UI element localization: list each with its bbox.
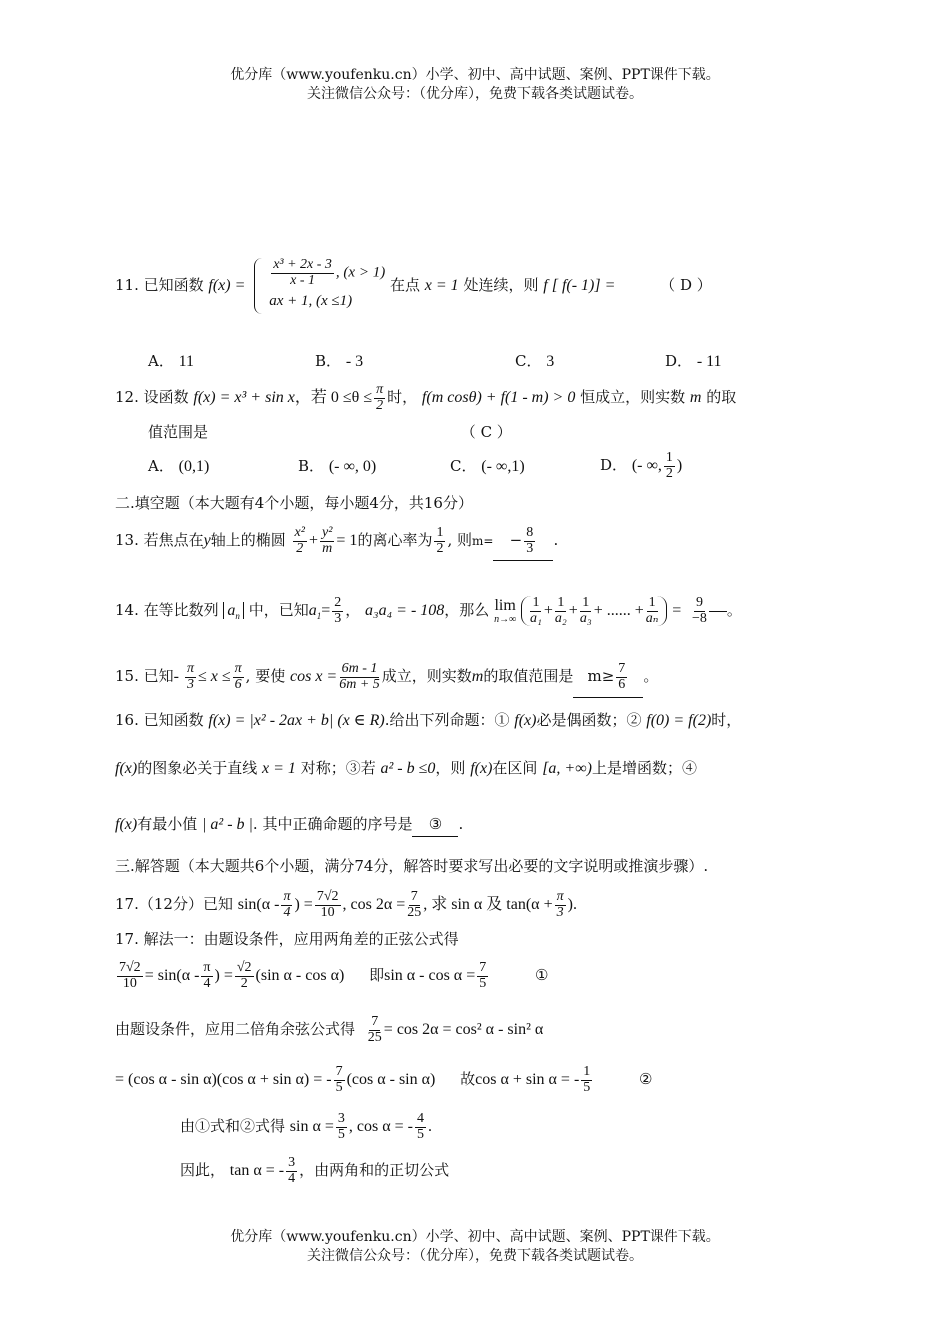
page-footer	[0, 1228, 950, 1266]
q11-piece1-condition: , (x > 1)	[335, 264, 386, 281]
q17-solution-title: 17. 解法一：由题设条件，应用两角差的正弦公式得	[115, 930, 459, 948]
question-15: 15. 已知- $\frac{\pi}{3}$ ≤ x ≤ $\frac{\pi}{6}$ , 要使 cos x = $\frac{6m - 1}{6m + 5}$ 成立，则实数m的取值范围是 m≥ $\frac{7}{6}$ 。	[115, 655, 890, 698]
q12-text2: 时，	[387, 388, 418, 406]
footer-line-1: 优分库（www.youfenku.cn）小学、初中、高中试题、案例、PPT课件下载。	[230, 1229, 720, 1245]
question-16-line2: f(x)的图象必关于直线 x = 1 对称；③若 a² - b ≤0，则 f(x)在区间 [a, +∞)上是增函数；④	[115, 759, 697, 777]
question-14: 14. 在等比数列 $a_n$ 中，已知$a_1=$ $\frac{2}{3}$ ， a₃a₄ = - 108，那么 lim n→∞ $\frac{1}{\text{a₁}}$ + $\frac{1}{\text{a₂}}$ + $\frac{1}{\text{a₃}}$ + ...... + $\frac{1}{\text{aₙ}}$ = $\frac{9}{-8}$ 。	[115, 594, 742, 626]
q14-series: $\frac{1}{\text{a₁}}$ + $\frac{1}{\text{a₂}}$ + $\frac{1}{\text{a₃}}$ + ...... + $\frac{1}{\text{aₙ}}$	[521, 596, 667, 626]
q12-line2-text: 值范围是	[148, 423, 209, 441]
header-line-1: 优分库（www.youfenku.cn）小学、初中、高中试题、案例、PPT课件下载。	[230, 67, 720, 83]
q12-answer: （ C ）	[460, 423, 512, 441]
q11-point: x = 1	[424, 277, 459, 295]
q11-text-mid: 在点	[389, 276, 420, 295]
q14-product: a₃a₄ = - 108	[365, 602, 445, 619]
q11-number: 11. 已知函数	[115, 276, 204, 295]
q12-number: 12. 设函数	[115, 388, 189, 406]
q12-text4: 的取	[706, 388, 737, 406]
question-17: 17.（12分）已知 sin(α - $\frac{\pi}{4}$ ) = $\frac{7√2}{10}$ , cos 2α = $\frac{7}{25}$ , 求 sin α 及 tan(α + $\frac{\pi}{3}$ ).	[115, 888, 577, 920]
section-3-title: 三.解答题（本大题共6个小题，满分74分，解答时要求写出必要的文字说明或推演步骤）.	[115, 857, 709, 875]
q11-piece1-denominator: x - 1	[290, 272, 315, 288]
q11-function: f(x) =	[208, 277, 246, 295]
q11-piece1-numerator: x³ + 2x - 3	[273, 257, 332, 272]
q12-option-d: D． (- ∞, $\frac{1}{2}$ )	[600, 449, 683, 481]
header-line-2: 关注微信公众号：（优分库），免费下载各类试题试卷。	[307, 86, 643, 102]
q17-step1: $\frac{7√2}{10}$ = sin(α - $\frac{\pi}{4}$ ) = $\frac{√2}{2}$ (sin α - cos α) 即sin α - cos α = $\frac{7}{5}$ ①	[119, 959, 549, 991]
q12-option-c: C． (- ∞,1)	[450, 457, 525, 475]
q12-option-a: A． (0,1)	[148, 457, 210, 475]
q12-variable-m: m	[689, 389, 702, 406]
q11-option-a: A． 11	[148, 352, 195, 370]
q17-step3: = (cos α - sin α)(cos α + sin α) = - $\frac{7}{5}$ (cos α - sin α) 故cos α + sin α = - $\frac{1}{5}$ ②	[115, 1063, 653, 1095]
page-header	[0, 66, 950, 104]
q11-answer: （ D ）	[660, 276, 712, 295]
q11-piece2: ax + 1, (x ≤1)	[269, 293, 353, 310]
question-11	[115, 258, 890, 314]
q11-piecewise	[254, 258, 385, 314]
q12-condition: ，若 0 ≤θ ≤	[294, 389, 373, 406]
q12-inequality: f(m cosθ) + f(1 - m) > 0	[421, 389, 576, 406]
question-12-line2	[148, 421, 890, 443]
q11-option-b: B． - 3	[315, 352, 364, 370]
q11-text2: 处连续，则	[463, 276, 539, 295]
q17-step4: 由①式和②式得 sin α = $\frac{3}{5}$ , cos α = - $\frac{4}{5}$ .	[180, 1110, 432, 1142]
q16-answer-blank: ③	[412, 812, 458, 837]
q13-answer-blank: − $\frac{8}{3}$	[493, 520, 553, 561]
q12-option-b: B． (- ∞, 0)	[298, 457, 377, 475]
q14-limit: lim n→∞	[494, 596, 517, 626]
question-13: 13. 若焦点在y轴上的椭圆 $\frac{\text{x²}}{2}$ + $\frac{\text{y²}}{m}$ = 1的离心率为 $\frac{1}{2}$ , 则m= − $\frac{8}{3}$ .	[115, 520, 890, 561]
q12-pi-numerator: π	[376, 381, 384, 397]
q14-answer: $\frac{9}{-8}$	[692, 594, 707, 626]
q12-pi-denominator: 2	[376, 397, 384, 413]
q14-a1: $a_1$	[308, 602, 322, 622]
question-12	[115, 382, 890, 413]
question-16-line3: f(x)有最小值 | a² - b |. 其中正确命题的序号是 ③ .	[115, 812, 890, 837]
section-2-title: 二.填空题（本大题有4个小题，每小题4分，共16分）	[115, 494, 473, 512]
question-16: 16. 已知函数 f(x) = |x² - 2ax + b| (x ∈ R).给出下列命题：① f(x)必是偶函数；② f(0) = f(2)时，	[115, 711, 742, 729]
q13-axis: y	[203, 532, 211, 549]
q12-function: f(x) = x³ + sin x	[193, 389, 295, 406]
q17-step2: 由题设条件，应用二倍角余弦公式得 $\frac{7}{25}$ = cos 2α = cos² α - sin² α	[115, 1013, 544, 1045]
q14-sequence: $a_n$	[223, 602, 244, 619]
q11-expression: f [ f(- 1)] =	[543, 277, 616, 295]
q17-step5: 因此， tan α = - $\frac{3}{4}$ ，由两角和的正切公式	[180, 1154, 450, 1186]
q15-answer-blank: m≥ $\frac{7}{6}$	[573, 655, 643, 698]
q11-option-d: D． - 11	[665, 352, 722, 370]
q12-text3: 恒成立，则实数	[580, 388, 686, 406]
q11-option-c: C． 3	[515, 352, 555, 370]
footer-line-2: 关注微信公众号：（优分库），免费下载各类试题试卷。	[307, 1248, 643, 1264]
